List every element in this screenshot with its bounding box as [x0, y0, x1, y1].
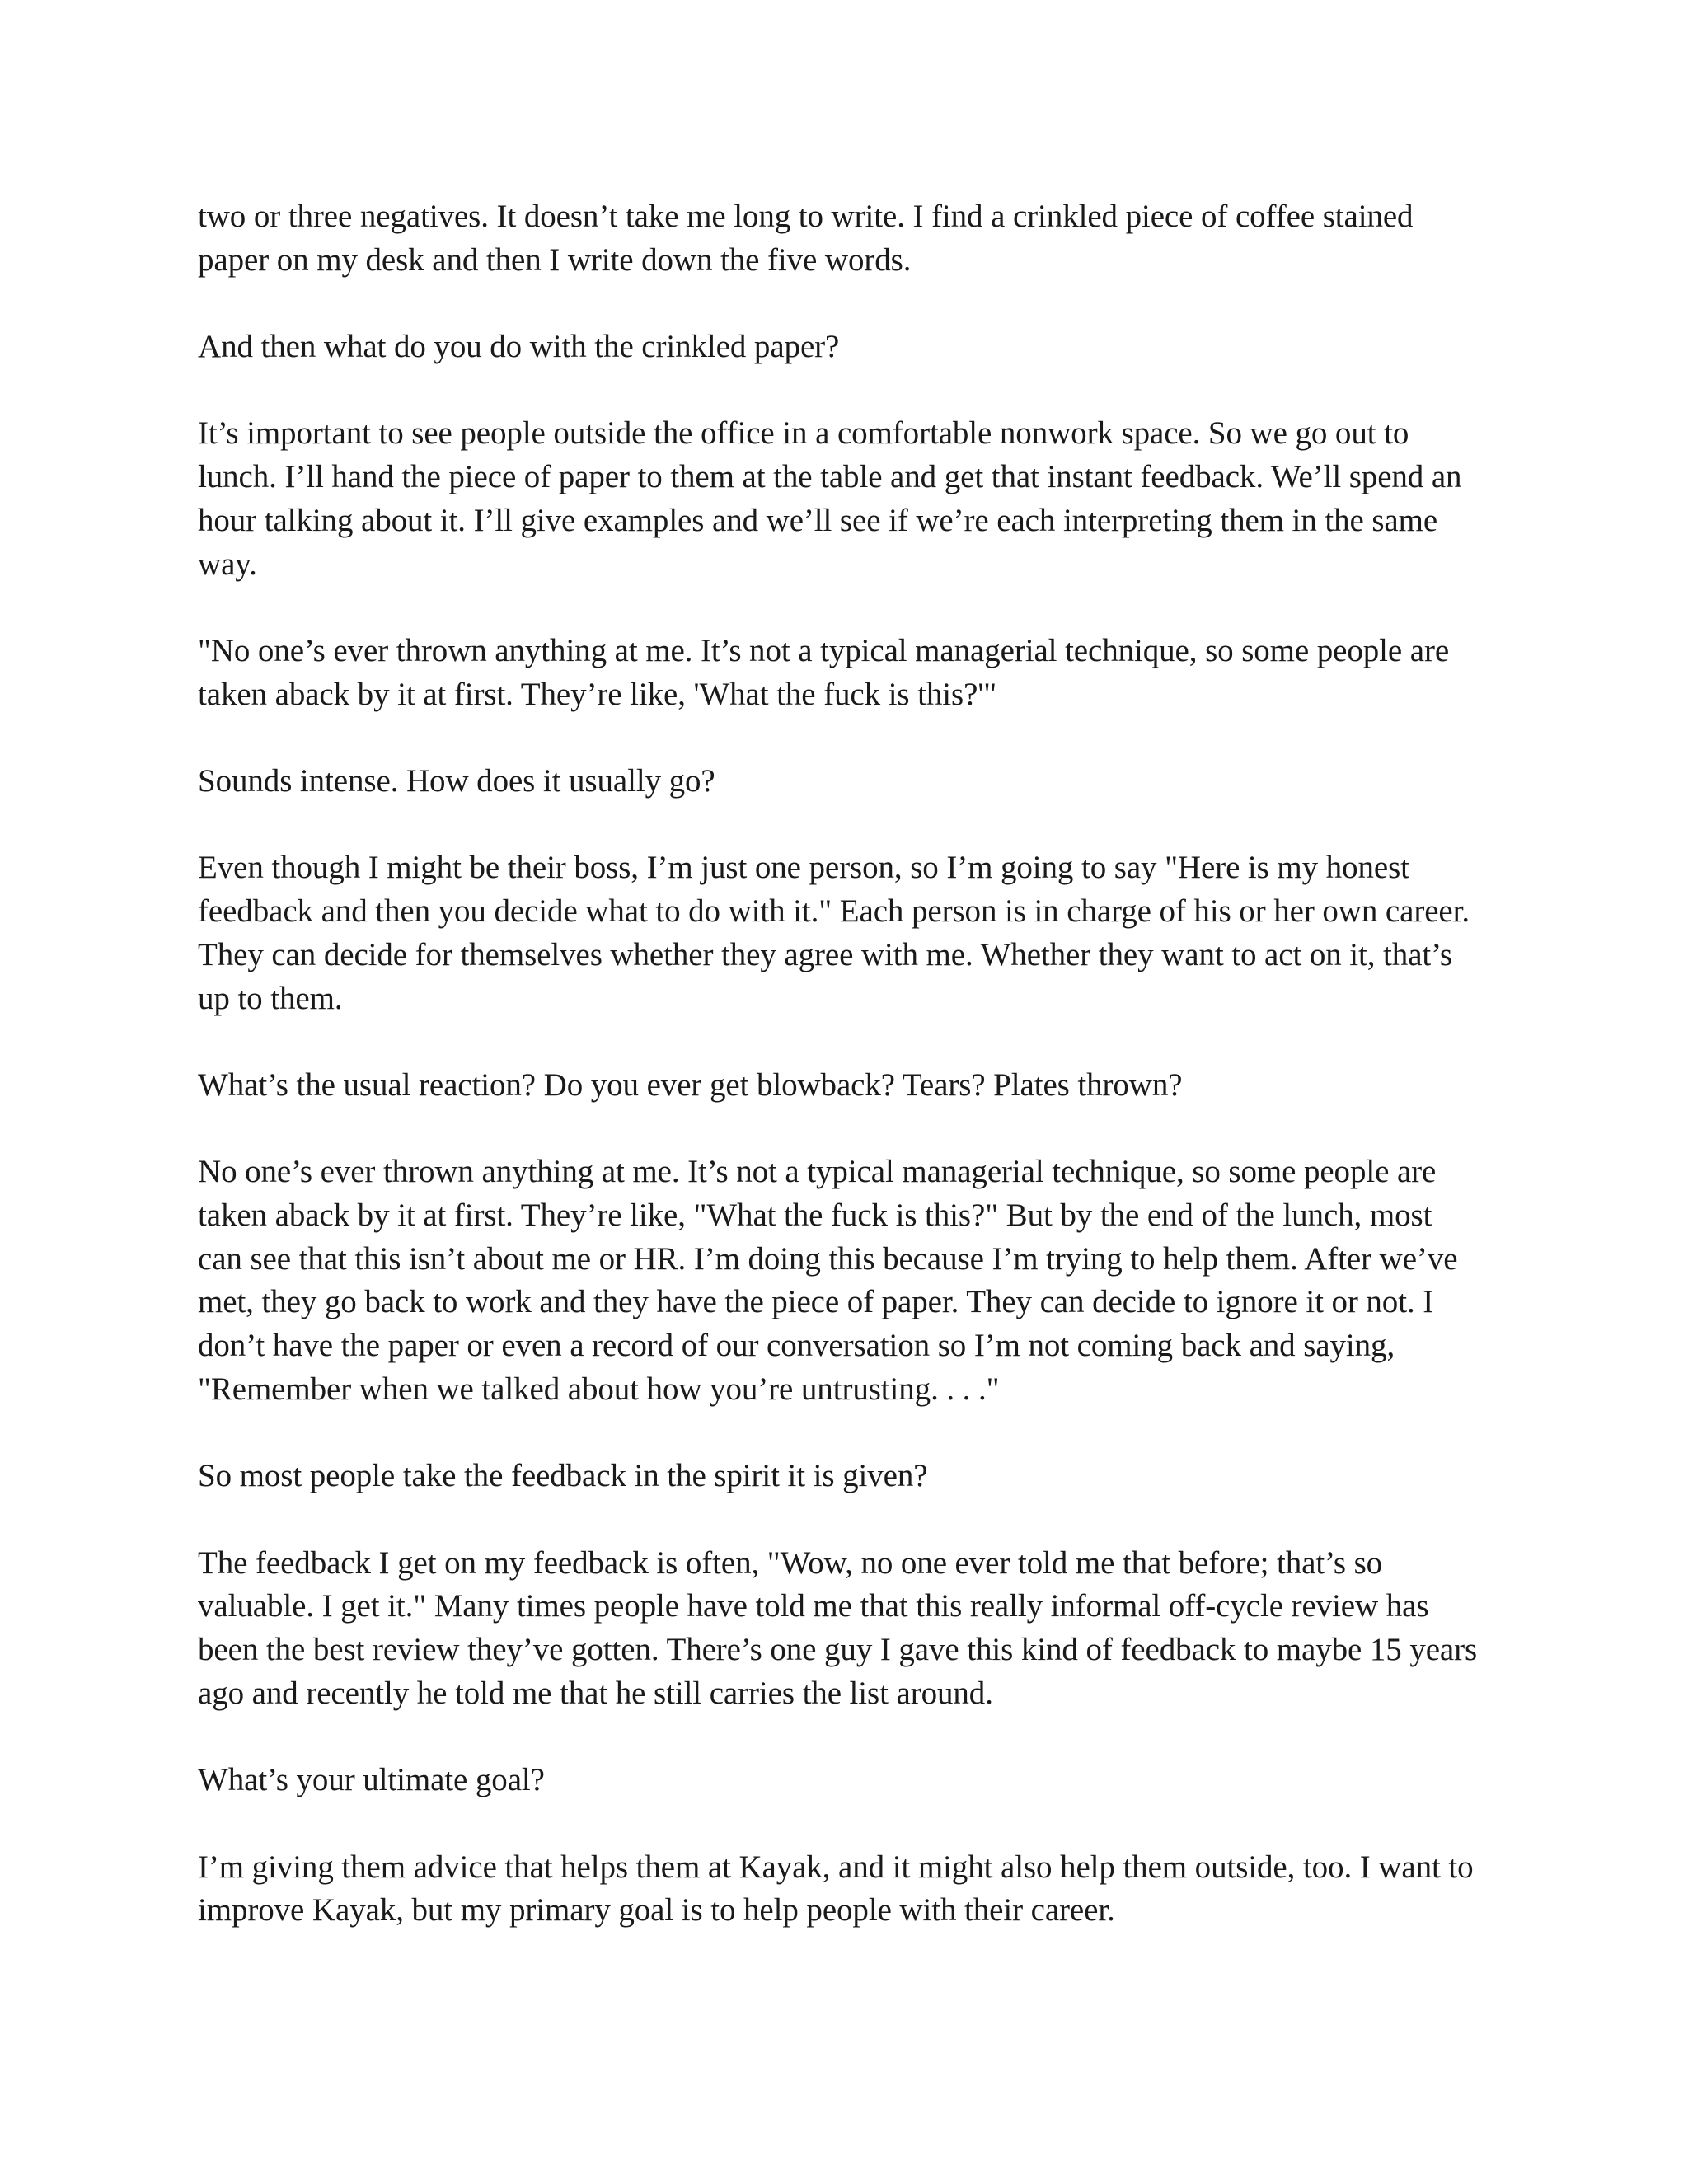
answer-lunch: It’s important to see people outside the office in a comfortable nonwork space. So we go out to lunch. I’ll hand the piece of paper to them at the table and get that instant feedback. We’ll spend an hour talking about it. I’ll give examples and we’ll see if we’re each interpreting them in the same way.	[198, 415, 1462, 582]
quote-paragraph: "No one’s ever thrown anything at me. It’s not a typical managerial technique, so some people are taken aback by it at first. They’re like, 'What the fuck is this?'"	[198, 632, 1450, 712]
paragraph-continuation: two or three negatives. It doesn’t take me long to write. I find a crinkled piece of coffee stained paper on my desk and then I write down the five words.	[198, 199, 1414, 278]
question-spirit: So most people take the feedback in the spirit it is given?	[198, 1458, 928, 1494]
document-page	[198, 195, 1484, 1933]
answer-honest-feedback: Even though I might be their boss, I’m just one person, so I’m going to say "Here is my honest feedback and then you decide what to do with it." Each person is in charge of his or her own career. They can decide for themselves whether they agree with me. Whether they want to act on it, that’s up to them.	[198, 850, 1470, 1016]
answer-no-one-thrown: No one’s ever thrown anything at me. It’s not a typical managerial technique, so some people are taken aback by it at first. They’re like, "What the fuck is this?" But by the end of the lunch, most can see that this isn’t about me or HR. I’m doing this because I’m trying to help them. After we’ve met, they go back to work and they have the piece of paper. They can decide to ignore it or not. I don’t have the paper or even a record of our conversation so I’m not coming back and saying, "Remember when we talked about how you’re untrusting. . . ."	[198, 1154, 1458, 1407]
answer-primary-goal: I’m giving them advice that helps them at Kayak, and it might also help them outside, too. I want to improve Kayak, but my primary goal is to help people with their career.	[198, 1849, 1474, 1929]
question-usual-reaction: What’s the usual reaction? Do you ever get blowback? Tears? Plates thrown?	[198, 1066, 1183, 1103]
question-crinkled-paper: And then what do you do with the crinkled paper?	[198, 329, 840, 365]
question-how-it-goes: Sounds intense. How does it usually go?	[198, 763, 715, 799]
question-ultimate-goal: What’s your ultimate goal?	[198, 1762, 545, 1798]
answer-feedback-on-feedback: The feedback I get on my feedback is often, "Wow, no one ever told me that before; that’s so valuable. I get it." Many times people have told me that this really informal off-cycle review has been the best review they’ve gotten. There’s one guy I gave this kind of feedback to maybe 15 years ago and recently he told me that he still carries the list around.	[198, 1544, 1478, 1711]
